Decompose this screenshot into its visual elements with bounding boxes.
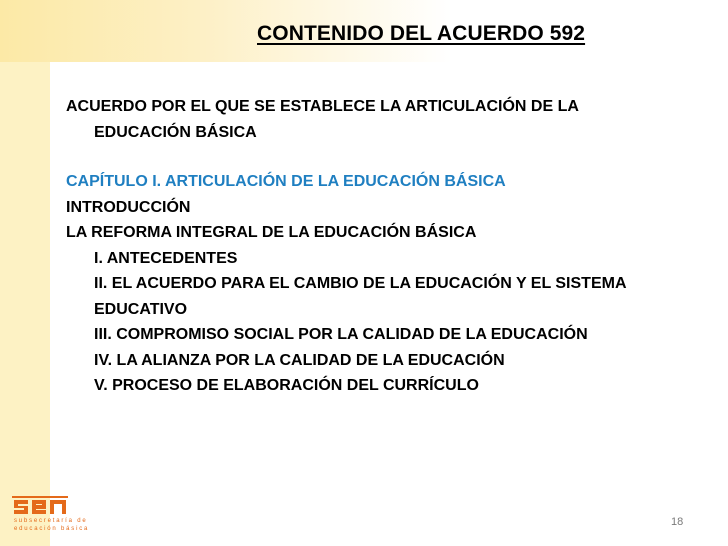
slide-title: CONTENIDO DEL ACUERDO 592 bbox=[257, 22, 586, 45]
agreement-heading-line-2: EDUCACIÓN BÁSICA bbox=[94, 123, 257, 141]
left-decorative-band bbox=[0, 0, 50, 546]
list-item-acuerdo-line-1: II. EL ACUERDO PARA EL CAMBIO DE LA EDUCACIÓN Y EL SISTEMA bbox=[94, 275, 627, 292]
list-item-proceso: V. PROCESO DE ELABORACIÓN DEL CURRÍCULO bbox=[94, 377, 479, 394]
list-item-alianza: IV. LA ALIANZA POR LA CALIDAD DE LA EDUCACIÓN bbox=[94, 351, 505, 369]
sep-logo bbox=[12, 494, 90, 538]
logo-text-line-1: subsecretaría de bbox=[14, 518, 88, 524]
spacer bbox=[66, 145, 716, 169]
agreement-heading-line-1: ACUERDO POR EL QUE SE ESTABLECE LA ARTICULACIÓN DE LA bbox=[66, 98, 579, 115]
section-introduccion: INTRODUCCIÓN bbox=[66, 198, 191, 216]
slide-body bbox=[66, 94, 716, 399]
list-item-acuerdo-line-2: EDUCATIVO bbox=[94, 300, 188, 318]
logo-text-line-2: educación básica bbox=[14, 526, 90, 532]
list-item-antecedentes: I. ANTECEDENTES bbox=[94, 249, 238, 267]
chapter-heading: CAPÍTULO I. ARTICULACIÓN DE LA EDUCACIÓN BÁSICA bbox=[66, 173, 506, 190]
section-reforma: LA REFORMA INTEGRAL DE LA EDUCACIÓN BÁSICA bbox=[66, 224, 477, 241]
list-item-compromiso: III. COMPROMISO SOCIAL POR LA CALIDAD DE LA EDUCACIÓN bbox=[94, 326, 588, 343]
page-number: 18 bbox=[671, 516, 684, 528]
sep-logo-icon bbox=[12, 494, 72, 516]
